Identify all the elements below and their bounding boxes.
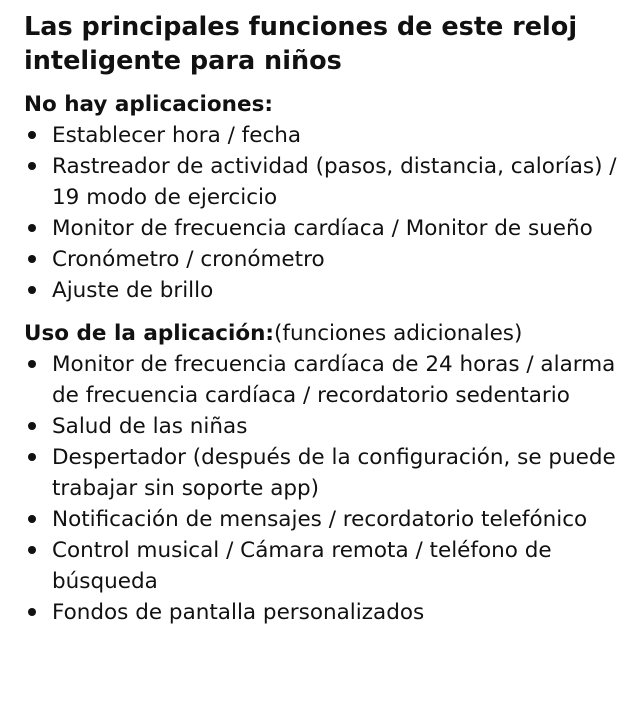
list-item <box>24 151 620 213</box>
list-item-text: Ajuste de brillo <box>52 278 214 303</box>
list-item <box>24 597 620 628</box>
list-item-text: Notificación de mensajes / recordatorio telefónico <box>52 507 588 532</box>
bullet-icon <box>28 608 36 616</box>
list-item-text: Control musical / Cámara remota / teléfono de búsqueda <box>52 538 552 594</box>
list-item <box>24 442 620 504</box>
section-heading-app-usage-label: Uso de la aplicación: <box>24 321 275 346</box>
list-item-text: Monitor de frecuencia cardíaca / Monitor de sueño <box>52 216 593 241</box>
list-item-text: Fondos de pantalla personalizados <box>52 600 425 625</box>
bullet-icon <box>28 360 36 368</box>
section-heading-no-apps-label: No hay aplicaciones: <box>24 92 273 117</box>
bullet-icon <box>28 422 36 430</box>
list-item-text: Cronómetro / cronómetro <box>52 247 325 272</box>
page-title: Las principales funciones de este reloj inteligente para niños <box>24 12 578 76</box>
bullet-icon <box>28 131 36 139</box>
list-item <box>24 349 620 411</box>
app-usage-feature-list <box>24 349 620 628</box>
bullet-icon <box>28 255 36 263</box>
bullet-icon <box>28 546 36 554</box>
list-item <box>24 411 620 442</box>
list-item-text: Despertador (después de la configuración, se puede trabajar sin soporte app) <box>52 445 616 501</box>
list-item <box>24 244 620 275</box>
bullet-icon <box>28 162 36 170</box>
bullet-icon <box>28 286 36 294</box>
list-item-text: Salud de las niñas <box>52 414 248 439</box>
bullet-icon <box>28 224 36 232</box>
bullet-icon <box>28 515 36 523</box>
list-item <box>24 120 620 151</box>
list-item-text: Rastreador de actividad (pasos, distancia, calorías) / 19 modo de ejercicio <box>52 154 617 210</box>
section-heading-no-apps <box>24 90 620 120</box>
list-item <box>24 535 620 597</box>
no-apps-feature-list <box>24 120 620 306</box>
bullet-icon <box>28 453 36 461</box>
list-item <box>24 275 620 306</box>
list-item <box>24 213 620 244</box>
section-heading-app-usage-suffix: (funciones adicionales) <box>274 321 523 346</box>
section-heading-app-usage <box>24 319 620 349</box>
list-item-text: Monitor de frecuencia cardíaca de 24 horas / alarma de frecuencia cardíaca / recordatorio sedentario <box>52 352 616 408</box>
list-item-text: Establecer hora / fecha <box>52 123 302 148</box>
list-item <box>24 504 620 535</box>
